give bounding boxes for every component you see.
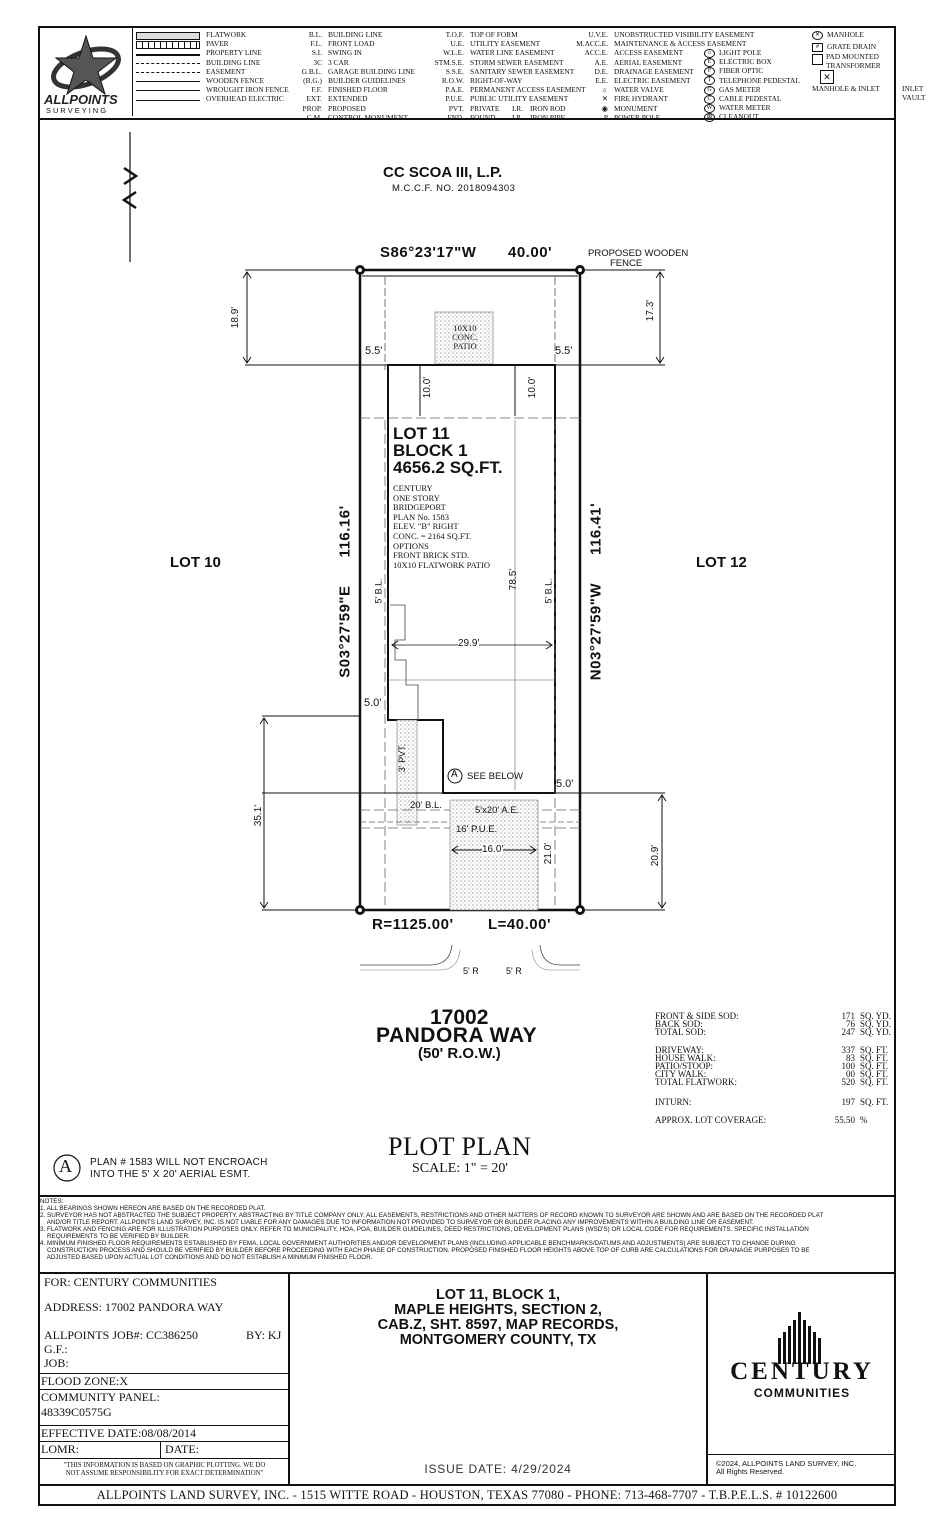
note-line: 4. MINIMUM FINISHED FLOOR REQUIREMENTS ESTABLISHED BY FEMA, LOCAL GOVERNMENT AUTHORITIES AND/OR DEVELOPMENT PLANS (INCLUDING APPLICABLE BENCHMARKS/DATUMS AND ADJUSTMENTS) ARE SUBJECT TO CHANGE DURING (40, 1240, 796, 1247)
fence-note: PROPOSED WOODEN (588, 248, 689, 259)
patio-label: 10X10 CONC. PATIO (452, 323, 478, 351)
house-info (393, 484, 490, 570)
drive-length: 21.0' (543, 842, 555, 865)
side-5-left: 5.0' (364, 697, 382, 709)
pue-label: 16' P.U.E. (456, 824, 498, 835)
lot-right: LOT 12 (696, 554, 747, 571)
legend-entry: D.E. DRAINAGE EASEMENT (594, 66, 694, 76)
legend-entry: STM.S.E. STORM SEWER EASEMENT (434, 57, 564, 67)
brand-divider (708, 1454, 894, 1455)
note-line: 3. FLATWORK AND FENCING ARE FOR ILLUSTRATION PURPOSES ONLY. REFER TO MUNICIPALITY, HOA, POA, BUILDER GUIDELINES, DEED RESTRICTIONS, DEVELOPMENT PLANS (WSD'S) OR LOCAL CODE FOR REQUIREMENTS. SPECIFIC INSTALLATION (40, 1226, 809, 1233)
rear-setback-right: 10.0' (527, 376, 539, 399)
owner-ref: M.C.C.F. NO. 2018094303 (392, 183, 516, 194)
side-5-right: 5.0' (556, 778, 574, 790)
brand-name: CENTURY (730, 1358, 874, 1385)
aerial-easement: 5'x20' A.E. (475, 805, 520, 816)
house-info-line: CENTURY (393, 483, 433, 493)
community-panel: COMMUNITY PANEL: 48339C0575G (38, 1389, 288, 1425)
row-width: (50' R.O.W.) (418, 1045, 501, 1062)
driveway (450, 800, 538, 910)
legend-entry: EXT. EXTENDED (306, 94, 368, 104)
legend-entry: ACC.E. ACCESS EASEMENT (584, 48, 684, 58)
legend-entry: B.L. BUILDING LINE (308, 30, 383, 39)
effective-date: EFFECTIVE DATE:08/08/2014 (38, 1425, 288, 1441)
rear-bearing: S86°23'17"W (380, 244, 477, 261)
see-below-marker: A (451, 769, 458, 780)
legend-entry: W.L.E. WATER LINE EASEMENT (443, 48, 555, 58)
house-info-line: CONC. = 2164 SQ.FT. (393, 530, 472, 541)
legend-entry: R.O.W. RIGHT-OF-WAY (441, 75, 523, 85)
legend-entry: ⊠ CLEANOUT (704, 112, 800, 121)
quantity-row: TOTAL SOD: 247 SQ. YD. (655, 1027, 891, 1037)
legend-entry: P.U.E. PUBLIC UTILITY EASEMENT (445, 94, 569, 104)
north-arrow-icon (124, 132, 136, 262)
right-line: N03°27'59"W 116.41' (587, 502, 605, 681)
legend-entry: FND. FOUND I.P. IRON PIPE (447, 112, 566, 122)
legend-entry: M.ACC.E. MAINTENANCE & ACCESS EASEMENT (576, 39, 747, 49)
legend-entry: U.E. UTILITY EASEMENT (450, 39, 541, 49)
job-address: ADDRESS: 17002 PANDORA WAY (44, 1300, 224, 1314)
legend-entry: F FIBER OPTIC (704, 66, 800, 75)
legend-entry: C.M. CONTROL MONUMENT (306, 112, 408, 122)
brand-sub: COMMUNITIES (753, 1386, 851, 1400)
dim-left-top: 18.9' (230, 306, 242, 329)
notes-divider (38, 1195, 896, 1197)
note-line: ADJUSTED BASED UPON ACTUAL LOT CONDITIONS AND DO NOT ESTABLISH A MINIMUM FINISHED FLOOR. (40, 1254, 373, 1261)
rear-setback-left: 10.0' (422, 376, 434, 399)
radius-left: 5' R (463, 966, 479, 976)
legend-entry: P POWER POLE (603, 112, 661, 122)
quantity-row: BACK SOD: 76 SQ. YD. (655, 1019, 891, 1029)
legend-entry: E ELECTRIC BOX (704, 57, 800, 66)
note-line: REQUIREMENTS TO BE VERIFIED BY BUILDER. (40, 1233, 190, 1240)
see-below: SEE BELOW (467, 771, 523, 782)
pvt-label: 3' PVT. (397, 743, 408, 773)
side-right: 5.5' (555, 345, 573, 357)
fence-note-2: FENCE (610, 258, 643, 269)
general-notes (40, 1198, 892, 1261)
flood-zone: FLOOD ZONE:X (38, 1373, 288, 1389)
legend-entry: ◉ MONUMENT (601, 103, 658, 113)
legend-entry: G.B.L. GARAGE BUILDING LINE (301, 66, 416, 76)
legend-entry: E.E. ELECTRIC EASEMENT (595, 75, 691, 85)
quantity-row: HOUSE WALK: 83 SQ. FT. (655, 1053, 889, 1063)
gf-number: G.F.: (44, 1342, 68, 1356)
house-info-line: 10X10 FLATWORK PATIO (393, 559, 490, 570)
curve-length: L=40.00' (488, 916, 552, 933)
owner-name: CC SCOA III, L.P. (383, 164, 503, 181)
note-line: AND/OR TITLE REPORT. ALLPOINTS LAND SURVEY, INC. IS NOT LIABLE FOR ANY DAMAGES DUE TO INFORMATION NOT PROVIDED TO SURVEYOR OR BUILDER PLACING ANY IMPROVEMENTS WITHIN A BUILDING LINE OR EASEMENT. (40, 1219, 754, 1226)
job-2: JOB: (44, 1356, 69, 1370)
quantity-row: APPROX. LOT COVERAGE: 55.50 % (655, 1115, 868, 1125)
address-number: 17002 (430, 1006, 489, 1029)
quantity-row: INTURN: 197 SQ. FT. (655, 1097, 889, 1107)
quantity-row: PATIO/STOOP: 100 SQ. FT. (655, 1061, 889, 1071)
legal-description: LOT 11, BLOCK 1, MAPLE HEIGHTS, SECTION 2, CAB.Z, SHT. 8597, MAP RECORDS, MONTGOMERY COUNTY, TX (377, 1287, 619, 1348)
legend-entry: W WATER METER (704, 103, 800, 112)
dim-right-top: 17.3' (645, 299, 657, 322)
legend-col1: FLATWORK PAVER PROPERTY LINE BUILDING LINE EASEMENT WOODEN FENCE WROUGHT IRON FENCE OVERHEAD ELECTRIC (136, 30, 289, 104)
legend-entry: U.V.E. UNOBSTRUCTED VISIBILITY EASEMENT (588, 30, 755, 39)
quantity-row: DRIVEWAY: 337 SQ. FT. (655, 1045, 889, 1055)
note-line: NOTES: (40, 1198, 64, 1205)
legend-entry: PROP. PROPOSED (302, 103, 366, 113)
legend-entry: (B.G.) BUILDER GUIDELINES (303, 75, 406, 85)
quantity-row: TOTAL FLATWORK: 520 SQ. FT. (655, 1077, 889, 1087)
note-line: 2. SURVEYOR HAS NOT ABSTRACTED THE SUBJECT PROPERTY. ABSTRACTING BY TITLE COMPANY ONLY. ALL EASEMENTS, RESTRICTIONS AND OTHER MATTERS OF RECORD KNOWN TO SURVEYOR ARE SHOWN AND ARE BASED ON THE RECORDED PLAT (40, 1212, 824, 1219)
century-logo-icon (772, 1302, 832, 1364)
for-client: FOR: CENTURY COMMUNITIES (44, 1275, 217, 1289)
bl-left: 5' B.L. (373, 578, 384, 604)
job-number: ALLPOINTS JOB#: CC386250 (44, 1328, 199, 1342)
quantity-row: FRONT & SIDE SOD: 171 SQ. YD. (655, 1011, 891, 1021)
legend-entry: 3C 3 CAR (313, 57, 349, 67)
issue-date: ISSUE DATE: 4/29/2024 (424, 1462, 572, 1476)
disclaimer: "THIS INFORMATION IS BASED ON GRAPHIC PLOTTING. WE DO NOT ASSUME RESPONSIBILITY FOR EXACT DETERMINATION" (38, 1458, 288, 1484)
front-bl: 20' B.L. (410, 800, 442, 811)
legend-entry: F.L. FRONT LOAD (310, 39, 375, 49)
note-a-1: PLAN # 1583 WILL NOT ENCROACH (90, 1157, 268, 1168)
lot-left: LOT 10 (170, 554, 221, 571)
logo-sub: SURVEYING (46, 106, 109, 115)
note-line: 1. ALL BEARINGS SHOWN HEREON ARE BASED ON THE RECORDED PLAT. (40, 1205, 266, 1212)
legend-entry: ☼ WATER VALVE (601, 85, 664, 95)
title-block (38, 1272, 896, 1484)
legend-entry: PVT. PRIVATE I.R. IRON ROD (448, 103, 566, 113)
side-left: 5.5' (365, 345, 383, 357)
legend-entry: C CABLE PEDESTAL (704, 94, 800, 103)
lot-title: LOT 11 BLOCK 1 4656.2 SQ.FT. (393, 424, 503, 477)
house-depth: 78.5' (508, 568, 520, 591)
drawn-by: BY: KJ (246, 1328, 282, 1342)
legend-entry: F.F. FINISHED FLOOR (311, 85, 388, 95)
builder-brand (706, 1274, 894, 1484)
house-info-line: FRONT BRICK STD. (393, 550, 470, 561)
legend-entry: T.O.F. TOP OF FORM (445, 30, 518, 39)
note-a-2: INTO THE 5' X 20' AERIAL ESMT. (90, 1169, 251, 1180)
street-name: PANDORA WAY (376, 1024, 538, 1047)
job-info (38, 1274, 290, 1484)
plan-scale: SCALE: 1" = 20' (412, 1161, 508, 1176)
note-marker: A (59, 1156, 72, 1176)
house-info-line: BRIDGEPORT (393, 502, 446, 513)
plan-title: PLOT PLAN (388, 1132, 532, 1161)
copyright: ©2024, ALLPOINTS LAND SURVEY, INC. All Rights Reserved. (716, 1459, 857, 1476)
legend-entry: G GAS METER (704, 85, 800, 94)
drive-width: 16.0' (482, 844, 504, 855)
left-line: S03°27'59"E 116.16' (336, 505, 354, 678)
house-width: 29.9' (458, 638, 480, 649)
house-info-line: OPTIONS (393, 540, 429, 551)
house-info-line: ONE STORY (393, 492, 440, 503)
legend-col6: ✕ MANHOLE # GRATE DRAIN PAD MOUNTED TRANSFORMER ✕ MANHOLE & INLET INLET VAULT (812, 30, 926, 102)
bl-right: 5' B.L. (543, 578, 554, 604)
legend-entry: S.S.E. SANITARY SEWER EASEMENT (445, 66, 575, 76)
legend-entry: ✕ FIRE HYDRANT (601, 94, 668, 104)
legend-entry: P.A.E. PERMANENT ACCESS EASEMENT (445, 85, 586, 95)
curve-radius: R=1125.00' (372, 916, 454, 933)
legend-entry: ☼ LIGHT POLE (704, 48, 800, 57)
rear-distance: 40.00' (508, 244, 553, 261)
legend-entry: T TELEPHONE PEDESTAL (704, 76, 800, 85)
footer: ALLPOINTS LAND SURVEY, INC. - 1515 WITTE ROAD - HOUSTON, TEXAS 77080 - PHONE: 713-468-7707 - T.B.P.E.L.S. # 10122600 (96, 1488, 838, 1502)
house-info-line: PLAN No. 1583 (393, 511, 449, 522)
legend-entry: A.E. AERIAL EASEMENT (594, 57, 683, 67)
dim-left-front: 35.1' (253, 804, 265, 827)
dim-right-front: 20.9' (650, 844, 662, 867)
house-info-line: ELEV. "B" RIGHT (393, 521, 459, 532)
logo-brand: ALLPOINTS (44, 92, 118, 107)
lomr-row: LOMR: DATE: (38, 1441, 288, 1458)
note-line: CONSTRUCTION PROCESS AND SHOULD BE VERIFIED BY BUILDER BEFORE PROCEEDING WITH EACH PHASE OF CONSTRUCTION. PROPOSED FINISHED FLOOR HEIGHTS ABOVE TOP OF CURB ARE CALCULATIONS FOR DRAINAGE PURPOSES TO BE (40, 1247, 810, 1254)
quantity-row: CITY WALK: 00 SQ. FT. (655, 1069, 889, 1079)
legend-entry: S.I. SWING IN (311, 48, 362, 58)
radius-right: 5' R (506, 966, 522, 976)
